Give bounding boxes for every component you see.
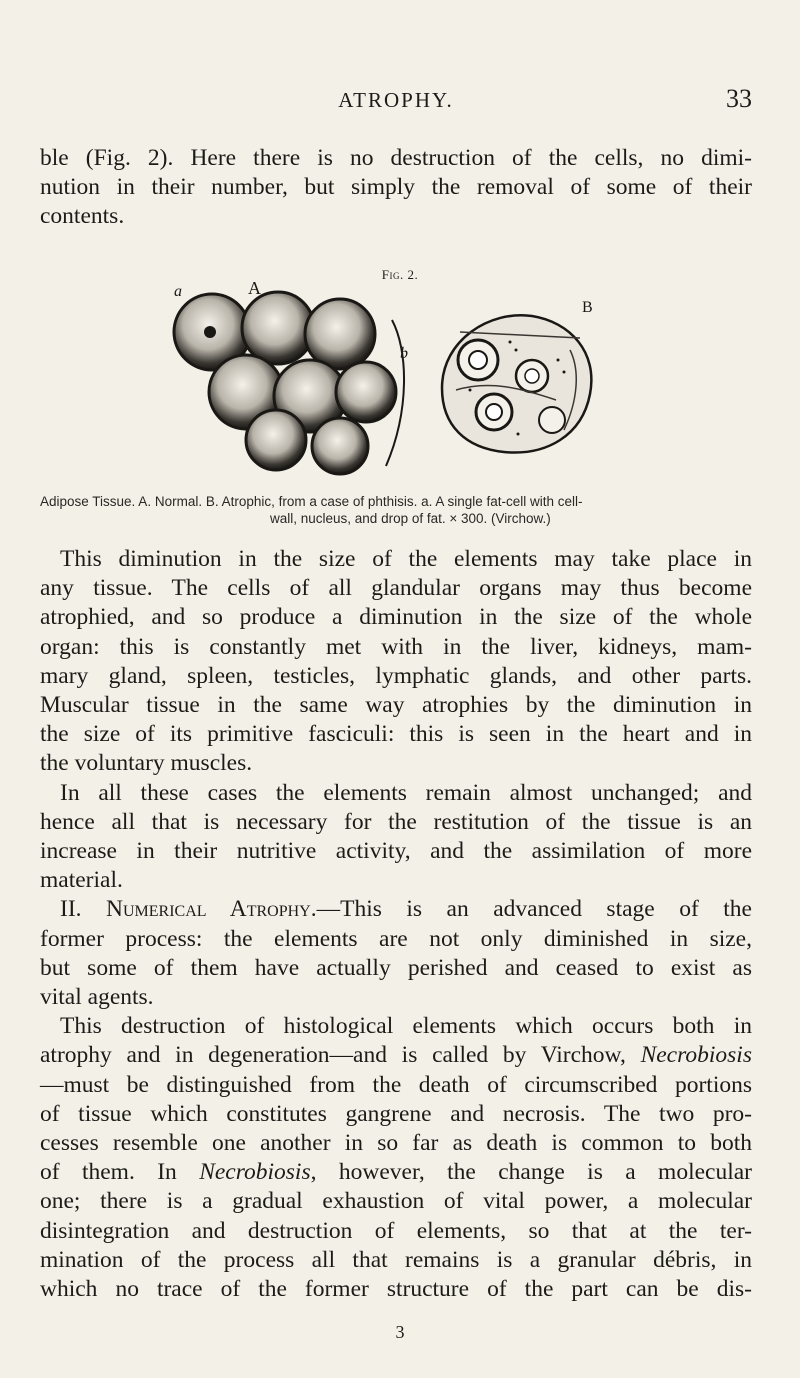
text-line: In all these cases the elements remain almost unchanged; and: [60, 779, 752, 806]
text-line: mination of the process all that remains is a granular débris, in: [40, 1246, 752, 1273]
figure-letter-b: b: [400, 345, 408, 362]
text-line: one; there is a gradual exhaustion of vital power, a molecular: [40, 1188, 752, 1215]
text-line: vital agents.: [40, 984, 154, 1011]
italic-term: Necrobiosis: [640, 1042, 752, 1069]
figure-letter-B: B: [582, 299, 593, 316]
text-line: cesses resemble one another in so far as death is common to both: [40, 1130, 752, 1157]
caption-line: Adipose Tissue. A. Normal. B. Atrophic, from a case of phthisis. a. A single fat-cell with cell-: [40, 494, 583, 509]
text-line: This diminution in the size of the elements may take place in: [60, 546, 752, 572]
text-line: the voluntary muscles.: [40, 750, 253, 777]
text-line: organ: this is constantly met with in the liver, kidneys, mam-: [40, 633, 752, 660]
signature-mark: 3: [395, 1322, 405, 1342]
figure-label: Fig. 2.: [381, 267, 419, 282]
text-fragment: of them. In: [40, 1159, 200, 1186]
text-line: but some of them have actually perished and ceased to exist as: [40, 954, 752, 981]
text-line: nution in their number, but simply the removal of some of their: [40, 174, 752, 201]
text-line: any tissue. The cells of all glandular organs may thus become: [40, 575, 752, 602]
text-line: This destruction of histological elements which occurs both in: [60, 1013, 752, 1040]
text-line: [40, 1041, 752, 1070]
page-number: 33: [726, 84, 752, 113]
text-line: the size of its primitive fasciculi: this is seen in the heart and in: [40, 721, 752, 748]
text-line: former process: the elements are not only diminished in size,: [40, 925, 752, 952]
text-fragment: atrophy and in degeneration—and is called by Virchow,: [40, 1042, 641, 1069]
section-heading-line: [40, 895, 752, 924]
adipose-tissue-illustration: [160, 280, 720, 476]
body-text: [40, 545, 752, 1304]
section-heading: Numerical Atrophy.: [106, 896, 317, 923]
text-line: —must be distinguished from the death of circumscribed portions: [40, 1071, 752, 1098]
text-line: Muscular tissue in the same way atrophies by the diminution in: [40, 692, 752, 719]
normal-fat-cells: [174, 292, 404, 474]
atrophic-fat-cells: [442, 315, 591, 452]
text-line: which no trace of the former structure of the part can be dis-: [40, 1276, 752, 1303]
italic-term: Necrobiosis: [199, 1159, 311, 1186]
page-header: [40, 82, 752, 122]
text-line: disintegration and destruction of elements, so that at the ter-: [40, 1217, 752, 1244]
text-line: mary gland, spleen, testicles, lymphatic glands, and other parts.: [40, 662, 752, 689]
section-numeral: II.: [60, 896, 82, 923]
caption-line: wall, nucleus, and drop of fat. × 300. (Virchow.): [270, 511, 551, 526]
text-line: of tissue which constitutes gangrene and necrosis. The two pro-: [40, 1100, 752, 1127]
text-line: ble (Fig. 2). Here there is no destruction of the cells, no dimi-: [40, 145, 752, 171]
figure-caption: [40, 493, 752, 527]
text-fragment: —This is an advanced stage of the: [316, 896, 752, 923]
figure-letter-a: a: [174, 283, 182, 300]
figure-letter-A: A: [248, 280, 261, 298]
intro-paragraph: [40, 144, 752, 232]
text-line: material.: [40, 867, 123, 894]
text-line: hence all that is necessary for the restitution of the tissue is an: [40, 808, 752, 835]
text-line: [40, 1158, 752, 1187]
text-fragment: , however, the change is a molecular: [310, 1159, 753, 1186]
text-line: contents.: [40, 203, 125, 230]
text-line: atrophied, and so produce a diminution in the size of the whole: [40, 604, 752, 631]
text-line: increase in their nutritive activity, and the assimilation of more: [40, 838, 752, 865]
running-head: ATROPHY.: [338, 88, 454, 112]
